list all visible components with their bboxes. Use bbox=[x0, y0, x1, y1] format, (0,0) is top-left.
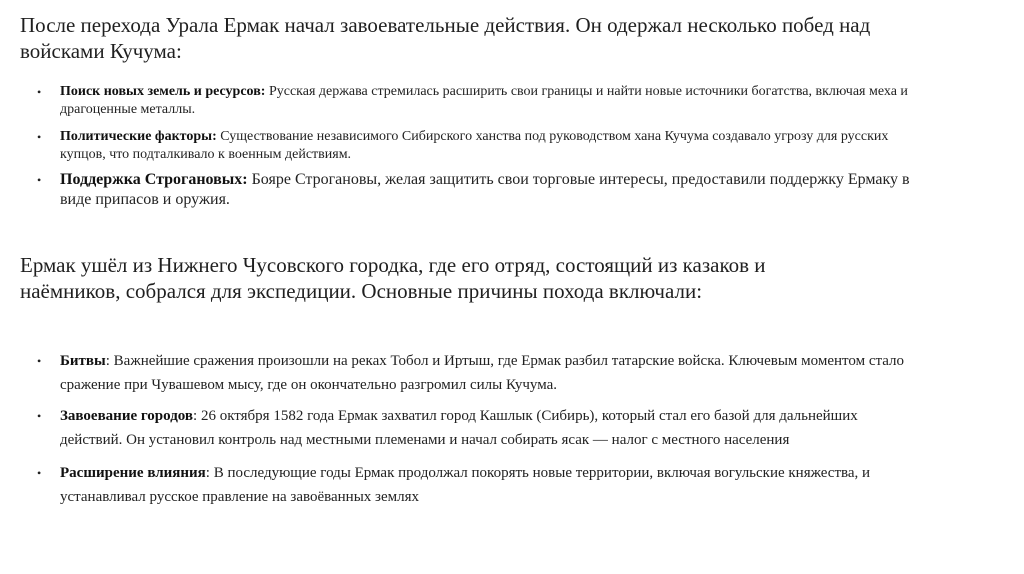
bullet-icon: • bbox=[37, 85, 42, 99]
section2-list bbox=[0, 349, 960, 509]
list-item bbox=[0, 83, 920, 119]
item-title: Битвы bbox=[60, 353, 106, 369]
section1-heading: После перехода Урала Ермак начал завоевательные действия. Он одержал несколько побед над войсками Кучума: bbox=[20, 13, 871, 63]
item-title: Поиск новых земель и ресурсов: bbox=[60, 84, 266, 99]
section1-list bbox=[0, 83, 960, 210]
item-text: : 26 октября 1582 года Ермак захватил город Кашлык (Сибирь), который стал его базой для дальнейших действий. Он установил контроль над местными племенами и начал собирать ясак — налог с местного населения bbox=[60, 408, 858, 448]
item-title: Поддержка Строгановых: bbox=[60, 171, 248, 188]
item-text: : Важнейшие сражения произошли на реках Тобол и Иртыш, где Ермак разбил татарские войска. Ключевым моментом стало сражение при Чувашевом мысу, где он окончательно разгромил силы Кучума. bbox=[60, 353, 905, 393]
list-item bbox=[0, 349, 920, 397]
bullet-icon: • bbox=[37, 409, 42, 423]
item-text: Русская держава стремилась расширить свои границы и найти новые источники богатства, включая меха и драгоценные металлы. bbox=[60, 84, 908, 117]
bullet-icon: • bbox=[37, 173, 42, 187]
item-title: Политические факторы: bbox=[60, 129, 217, 144]
item-text: Существование независимого Сибирского ханства под руководством хана Кучума создавало угрозу для русских купцов, что подталкивало к военным действиям. bbox=[60, 129, 889, 162]
bullet-icon: • bbox=[37, 354, 42, 368]
item-title: Расширение влияния bbox=[60, 465, 206, 481]
item-title: Завоевание городов bbox=[60, 408, 194, 424]
item-text: : В последующие годы Ермак продолжал покорять новые территории, включая вогульские княжества, и устанавливал русское правление на завоёванных землях bbox=[60, 465, 871, 505]
item-text: Бояре Строгановы, желая защитить свои торговые интересы, предоставили поддержку Ермаку в виде припасов и оружия. bbox=[60, 171, 910, 208]
list-item bbox=[0, 170, 930, 210]
bullet-icon: • bbox=[37, 130, 42, 144]
section2-heading: Ермак ушёл из Нижнего Чусовского городка, где его отряд, состоящий из казаков и наёмников, собрался для экспедиции. Основные причины похода включали: bbox=[20, 253, 766, 303]
list-item bbox=[0, 461, 920, 509]
list-item bbox=[0, 404, 920, 452]
list-item bbox=[0, 128, 920, 164]
bullet-icon: • bbox=[37, 466, 42, 480]
